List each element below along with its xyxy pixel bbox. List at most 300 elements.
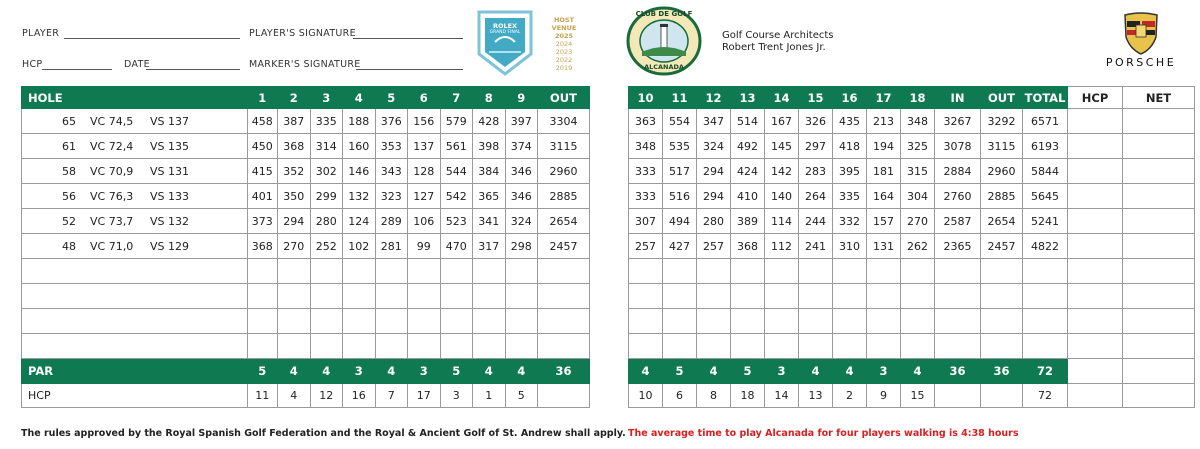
hole-distance: 325: [901, 134, 935, 159]
grand-total: 5241: [1023, 209, 1068, 234]
hole-distance: 194: [867, 134, 901, 159]
par-value: 4: [375, 359, 408, 384]
score-entry-cell[interactable]: [697, 284, 731, 309]
hole-hcp-value: 7: [375, 384, 408, 408]
score-entry-cell[interactable]: [375, 309, 408, 334]
score-entry-cell[interactable]: [408, 334, 441, 359]
score-entry-cell[interactable]: [981, 284, 1023, 309]
score-entry-cell[interactable]: [310, 259, 343, 284]
hole-distance: 347: [697, 109, 731, 134]
score-entry-cell[interactable]: [505, 309, 538, 334]
net-entry-cell[interactable]: [1123, 384, 1195, 408]
score-entry-cell[interactable]: [935, 309, 981, 334]
par-value: 5: [440, 359, 473, 384]
architect-name: Robert Trent Jones Jr.: [722, 42, 826, 53]
score-entry-cell[interactable]: [310, 284, 343, 309]
score-entry-cell[interactable]: [1123, 334, 1195, 359]
back-header-cell: 17: [867, 87, 901, 109]
player-score-row: [629, 259, 1195, 284]
hole-number-header: 8: [473, 87, 506, 109]
score-entry-cell[interactable]: [343, 309, 376, 334]
score-entry-cell[interactable]: [22, 334, 248, 359]
par-label: PAR: [22, 359, 248, 384]
score-entry-cell[interactable]: [22, 284, 248, 309]
par-value: 5: [247, 359, 277, 384]
hole-distance: 114: [765, 209, 799, 234]
score-entry-cell[interactable]: [901, 334, 935, 359]
hole-distance: 294: [697, 184, 731, 209]
hcp-entry-cell[interactable]: [1068, 134, 1123, 159]
hole-distance: 127: [408, 184, 441, 209]
hole-distance: 424: [731, 159, 765, 184]
score-entry-cell[interactable]: [278, 309, 311, 334]
par-value: 3: [408, 359, 441, 384]
tee-course-rating: VC 70,9: [90, 164, 134, 178]
hole-hcp-value: 15: [901, 384, 935, 408]
hcp-entry-cell[interactable]: [1068, 384, 1123, 408]
hole-distance: 137: [408, 134, 441, 159]
score-entry-cell[interactable]: [697, 334, 731, 359]
score-entry-cell[interactable]: [440, 259, 473, 284]
tee-row: [629, 184, 1195, 209]
hole-distance: 561: [440, 134, 473, 159]
hole-distance: 450: [247, 134, 277, 159]
hole-distance: 353: [375, 134, 408, 159]
score-entry-cell[interactable]: [833, 259, 867, 284]
hole-distance: 317: [473, 234, 506, 259]
score-entry-cell[interactable]: [310, 309, 343, 334]
score-entry-cell[interactable]: [1068, 259, 1123, 284]
score-entry-cell[interactable]: [1123, 259, 1195, 284]
front-nine-scorecard: [21, 86, 590, 408]
par-value: 4: [473, 359, 506, 384]
tee-slope-rating: VS 133: [150, 189, 189, 203]
score-entry-cell[interactable]: [629, 309, 663, 334]
score-entry-cell[interactable]: [440, 309, 473, 334]
hole-hcp-value: 10: [629, 384, 663, 408]
score-entry-cell[interactable]: [731, 309, 765, 334]
score-entry-cell[interactable]: [505, 334, 538, 359]
score-entry-cell[interactable]: [731, 284, 765, 309]
out-total: 3292: [981, 109, 1023, 134]
score-entry-cell[interactable]: [629, 259, 663, 284]
tee-slope: 48: [62, 239, 76, 253]
net-entry-cell[interactable]: [1123, 234, 1195, 259]
tee-row: [22, 109, 590, 134]
score-entry-cell[interactable]: [1068, 309, 1123, 334]
hole-distance: 335: [833, 184, 867, 209]
hole-distance: 384: [473, 159, 506, 184]
hole-distance: 579: [440, 109, 473, 134]
hole-number-header: 6: [408, 87, 441, 109]
tee-course-rating: VC 76,3: [90, 189, 134, 203]
score-entry-cell[interactable]: [697, 259, 731, 284]
date-line[interactable]: [146, 69, 240, 70]
hole-distance: 343: [375, 159, 408, 184]
tee-row: [22, 209, 590, 234]
hole-distance: 297: [799, 134, 833, 159]
score-entry-cell[interactable]: [629, 284, 663, 309]
host-year: 2019: [555, 64, 573, 72]
score-entry-cell[interactable]: [1023, 259, 1068, 284]
hole-hcp-value: 4: [278, 384, 311, 408]
hole-hcp-value: 8: [697, 384, 731, 408]
hcp-entry-cell[interactable]: [1068, 209, 1123, 234]
hole-distance: 554: [663, 109, 697, 134]
score-entry-cell[interactable]: [343, 259, 376, 284]
score-entry-cell[interactable]: [833, 334, 867, 359]
par-value: 3: [343, 359, 376, 384]
score-entry-cell[interactable]: [247, 259, 277, 284]
in-total: 2884: [935, 159, 981, 184]
out-total: 3304: [538, 109, 590, 134]
score-entry-cell[interactable]: [278, 334, 311, 359]
hole-distance: 181: [867, 159, 901, 184]
score-entry-cell[interactable]: [408, 309, 441, 334]
hole-distance: 352: [278, 159, 311, 184]
hole-distance: 427: [663, 234, 697, 259]
grand-total: 5844: [1023, 159, 1068, 184]
score-entry-cell[interactable]: [765, 284, 799, 309]
hcp-entry-cell[interactable]: [1068, 359, 1123, 384]
score-entry-cell[interactable]: [505, 259, 538, 284]
score-entry-cell[interactable]: [1123, 309, 1195, 334]
hole-distance: 302: [310, 159, 343, 184]
score-entry-cell[interactable]: [867, 309, 901, 334]
hole-distance: 252: [310, 234, 343, 259]
score-entry-cell[interactable]: [981, 259, 1023, 284]
score-entry-cell[interactable]: [765, 334, 799, 359]
score-entry-cell[interactable]: [505, 284, 538, 309]
hole-distance: 281: [375, 234, 408, 259]
hole-distance: 324: [505, 209, 538, 234]
hcp-field-line[interactable]: [42, 69, 112, 70]
net-entry-cell[interactable]: [1123, 184, 1195, 209]
tee-row: [629, 209, 1195, 234]
hole-hcp-value: 5: [505, 384, 538, 408]
hole-distance: 324: [697, 134, 731, 159]
marker-signature-line[interactable]: [356, 69, 463, 70]
hole-distance: 106: [408, 209, 441, 234]
score-entry-cell[interactable]: [901, 309, 935, 334]
score-entry-cell[interactable]: [799, 334, 833, 359]
hole-distance: 333: [629, 159, 663, 184]
rolex-badge-line2: GRAND FINAL: [489, 30, 521, 35]
score-entry-cell[interactable]: [799, 309, 833, 334]
par-value: 4: [629, 359, 663, 384]
back-header-cell: HCP: [1068, 87, 1123, 109]
score-entry-cell[interactable]: [343, 334, 376, 359]
par-value: 4: [901, 359, 935, 384]
score-entry-cell[interactable]: [867, 284, 901, 309]
tee-row: [22, 234, 590, 259]
hole-distance: 398: [473, 134, 506, 159]
tee-slope: 56: [62, 189, 76, 203]
hole-distance: 544: [440, 159, 473, 184]
grand-total: 6193: [1023, 134, 1068, 159]
score-entry-cell[interactable]: [538, 309, 590, 334]
hole-distance: 270: [278, 234, 311, 259]
club-logo-bottom-text: ALCANADA: [644, 63, 684, 71]
score-entry-cell[interactable]: [538, 284, 590, 309]
score-entry-cell[interactable]: [473, 334, 506, 359]
score-entry-cell[interactable]: [408, 259, 441, 284]
hole-distance: 492: [731, 134, 765, 159]
hole-distance: 514: [731, 109, 765, 134]
hcp-entry-cell[interactable]: [1068, 184, 1123, 209]
hole-distance: 131: [867, 234, 901, 259]
score-entry-cell[interactable]: [867, 334, 901, 359]
hole-hcp-value: 3: [440, 384, 473, 408]
out-total: 2457: [538, 234, 590, 259]
score-entry-cell[interactable]: [1023, 284, 1068, 309]
hcp-entry-cell[interactable]: [1068, 234, 1123, 259]
score-entry-cell[interactable]: [935, 259, 981, 284]
hole-distance: 270: [901, 209, 935, 234]
hole-distance: 142: [765, 159, 799, 184]
par-grand-total: 72: [1023, 359, 1068, 384]
score-entry-cell[interactable]: [440, 334, 473, 359]
score-entry-cell[interactable]: [663, 259, 697, 284]
front-par-row: [22, 359, 590, 384]
player-signature-line[interactable]: [353, 38, 463, 39]
tee-slope-rating: VS 135: [150, 139, 189, 153]
hcp-entry-cell[interactable]: [1068, 159, 1123, 184]
score-entry-cell[interactable]: [799, 284, 833, 309]
hole-distance: 346: [505, 159, 538, 184]
hole-number-header: 5: [375, 87, 408, 109]
par-value: 4: [833, 359, 867, 384]
score-entry-cell[interactable]: [731, 334, 765, 359]
host-year: 2022: [555, 56, 573, 64]
hole-distance: 124: [343, 209, 376, 234]
score-entry-cell[interactable]: [935, 334, 981, 359]
back-nine-scorecard: [628, 86, 1195, 408]
back-header-cell: 11: [663, 87, 697, 109]
score-entry-cell[interactable]: [901, 259, 935, 284]
hole-distance: 368: [731, 234, 765, 259]
back-header-cell: OUT: [981, 87, 1023, 109]
hole-hcp-value: 12: [310, 384, 343, 408]
score-entry-cell[interactable]: [765, 259, 799, 284]
hole-header: HOLE: [22, 87, 248, 109]
host-year: 2023: [555, 48, 573, 56]
score-entry-cell[interactable]: [765, 309, 799, 334]
architects-label: Golf Course Architects: [722, 30, 834, 41]
score-entry-cell[interactable]: [473, 259, 506, 284]
score-entry-cell[interactable]: [1023, 334, 1068, 359]
hole-distance: 435: [833, 109, 867, 134]
hole-distance: 326: [799, 109, 833, 134]
hole-distance: 157: [867, 209, 901, 234]
hole-distance: 428: [473, 109, 506, 134]
back-header-cell: 16: [833, 87, 867, 109]
hole-distance: 257: [697, 234, 731, 259]
score-entry-cell[interactable]: [310, 334, 343, 359]
score-entry-cell[interactable]: [247, 284, 277, 309]
par-in-total: 36: [935, 359, 981, 384]
score-entry-cell[interactable]: [981, 334, 1023, 359]
score-entry-cell[interactable]: [663, 284, 697, 309]
hole-distance: 146: [343, 159, 376, 184]
hole-distance: 348: [629, 134, 663, 159]
club-logo-top-text: CLUB DE GOLF: [635, 10, 693, 18]
front-hcp-row: [22, 384, 590, 408]
hole-number-header: 4: [343, 87, 376, 109]
tee-slope: 58: [62, 164, 76, 178]
hcp-total-cell: 72: [1023, 384, 1068, 408]
player-score-row: [629, 334, 1195, 359]
score-entry-cell[interactable]: [22, 259, 248, 284]
hole-distance: 397: [505, 109, 538, 134]
back-header-cell: 12: [697, 87, 731, 109]
tee-course-rating: VC 73,7: [90, 214, 134, 228]
back-header-cell: 14: [765, 87, 799, 109]
score-entry-cell[interactable]: [697, 309, 731, 334]
date-label: DATE: [124, 59, 150, 70]
hole-distance: 156: [408, 109, 441, 134]
tee-row: [629, 159, 1195, 184]
score-entry-cell[interactable]: [833, 309, 867, 334]
in-total: 3078: [935, 134, 981, 159]
par-value: 5: [731, 359, 765, 384]
tee-row: [629, 134, 1195, 159]
net-entry-cell[interactable]: [1123, 109, 1195, 134]
net-entry-cell[interactable]: [1123, 159, 1195, 184]
in-total: 2760: [935, 184, 981, 209]
hole-number-header: 3: [310, 87, 343, 109]
score-entry-cell[interactable]: [663, 334, 697, 359]
score-entry-cell[interactable]: [981, 309, 1023, 334]
score-entry-cell[interactable]: [538, 334, 590, 359]
hole-distance: 213: [867, 109, 901, 134]
hole-distance: 365: [473, 184, 506, 209]
score-entry-cell[interactable]: [247, 309, 277, 334]
tee-slope: 65: [62, 114, 76, 128]
player-score-row: [22, 259, 590, 284]
net-entry-cell[interactable]: [1123, 134, 1195, 159]
pace-of-play-note: The average time to play Alcanada for four players walking is 4:38 hours: [628, 428, 1019, 439]
back-header-cell: 13: [731, 87, 765, 109]
porsche-crest-logo: [1122, 11, 1160, 55]
tee-slope-rating: VS 137: [150, 114, 189, 128]
score-entry-cell[interactable]: [1068, 284, 1123, 309]
player-signature-label: PLAYER'S SIGNATURE: [249, 28, 356, 39]
marker-signature-label: MARKER'S SIGNATURE: [249, 59, 361, 70]
score-entry-cell[interactable]: [867, 259, 901, 284]
hcp-entry-cell[interactable]: [1068, 109, 1123, 134]
out-total: 2457: [981, 234, 1023, 259]
hole-hcp-value: 13: [799, 384, 833, 408]
hole-distance: 387: [278, 109, 311, 134]
score-entry-cell[interactable]: [440, 284, 473, 309]
hole-distance: 368: [278, 134, 311, 159]
score-entry-cell[interactable]: [538, 259, 590, 284]
score-entry-cell[interactable]: [1023, 309, 1068, 334]
hole-distance: 262: [901, 234, 935, 259]
score-entry-cell[interactable]: [375, 284, 408, 309]
tee-slope: 61: [62, 139, 76, 153]
player-score-row: [22, 334, 590, 359]
score-entry-cell[interactable]: [375, 334, 408, 359]
back-par-row: [629, 359, 1195, 384]
hole-distance: 145: [765, 134, 799, 159]
hole-distance: 167: [765, 109, 799, 134]
hole-distance: 363: [629, 109, 663, 134]
hole-distance: 401: [247, 184, 277, 209]
tee-info-cell: [22, 109, 248, 134]
net-entry-cell[interactable]: [1123, 209, 1195, 234]
hole-distance: 373: [247, 209, 277, 234]
score-entry-cell[interactable]: [473, 309, 506, 334]
score-entry-cell[interactable]: [935, 284, 981, 309]
hcp-out-cell: [981, 384, 1023, 408]
score-entry-cell[interactable]: [1068, 334, 1123, 359]
score-entry-cell[interactable]: [278, 284, 311, 309]
hole-distance: 458: [247, 109, 277, 134]
hole-distance: 395: [833, 159, 867, 184]
score-entry-cell[interactable]: [375, 259, 408, 284]
hole-distance: 517: [663, 159, 697, 184]
score-entry-cell[interactable]: [901, 284, 935, 309]
tee-info-cell: [22, 159, 248, 184]
hole-number-header: 9: [505, 87, 538, 109]
score-entry-cell[interactable]: [408, 284, 441, 309]
hole-distance: 188: [343, 109, 376, 134]
hole-distance: 283: [799, 159, 833, 184]
rolex-grand-final-badge: [473, 8, 537, 78]
back-header-cell: 15: [799, 87, 833, 109]
score-entry-cell[interactable]: [473, 284, 506, 309]
score-entry-cell[interactable]: [278, 259, 311, 284]
hole-distance: 389: [731, 209, 765, 234]
score-entry-cell[interactable]: [663, 309, 697, 334]
hole-distance: 315: [901, 159, 935, 184]
tee-slope: 52: [62, 214, 76, 228]
out-total: 2885: [981, 184, 1023, 209]
in-total: 3267: [935, 109, 981, 134]
score-entry-cell[interactable]: [1123, 284, 1195, 309]
par-value: 4: [278, 359, 311, 384]
player-name-line[interactable]: [64, 38, 240, 39]
score-entry-cell[interactable]: [731, 259, 765, 284]
out-total: 3115: [538, 134, 590, 159]
host-venue-block: [542, 16, 586, 72]
score-entry-cell[interactable]: [833, 284, 867, 309]
score-entry-cell[interactable]: [247, 334, 277, 359]
hole-distance: 332: [833, 209, 867, 234]
hole-distance: 140: [765, 184, 799, 209]
hole-distance: 418: [833, 134, 867, 159]
net-entry-cell[interactable]: [1123, 359, 1195, 384]
hcp-in-cell: [935, 384, 981, 408]
hole-distance: 241: [799, 234, 833, 259]
hole-distance: 348: [901, 109, 935, 134]
hole-hcp-value: 11: [247, 384, 277, 408]
score-entry-cell[interactable]: [799, 259, 833, 284]
hole-distance: 294: [278, 209, 311, 234]
score-entry-cell[interactable]: [22, 309, 248, 334]
score-entry-cell[interactable]: [629, 334, 663, 359]
hole-hcp-value: 6: [663, 384, 697, 408]
hole-distance: 304: [901, 184, 935, 209]
tee-course-rating: VC 72,4: [90, 139, 134, 153]
porsche-wordmark: PORSCHE: [1105, 56, 1177, 69]
par-value: 4: [505, 359, 538, 384]
hole-distance: 99: [408, 234, 441, 259]
score-entry-cell[interactable]: [343, 284, 376, 309]
back-header-cell: 10: [629, 87, 663, 109]
